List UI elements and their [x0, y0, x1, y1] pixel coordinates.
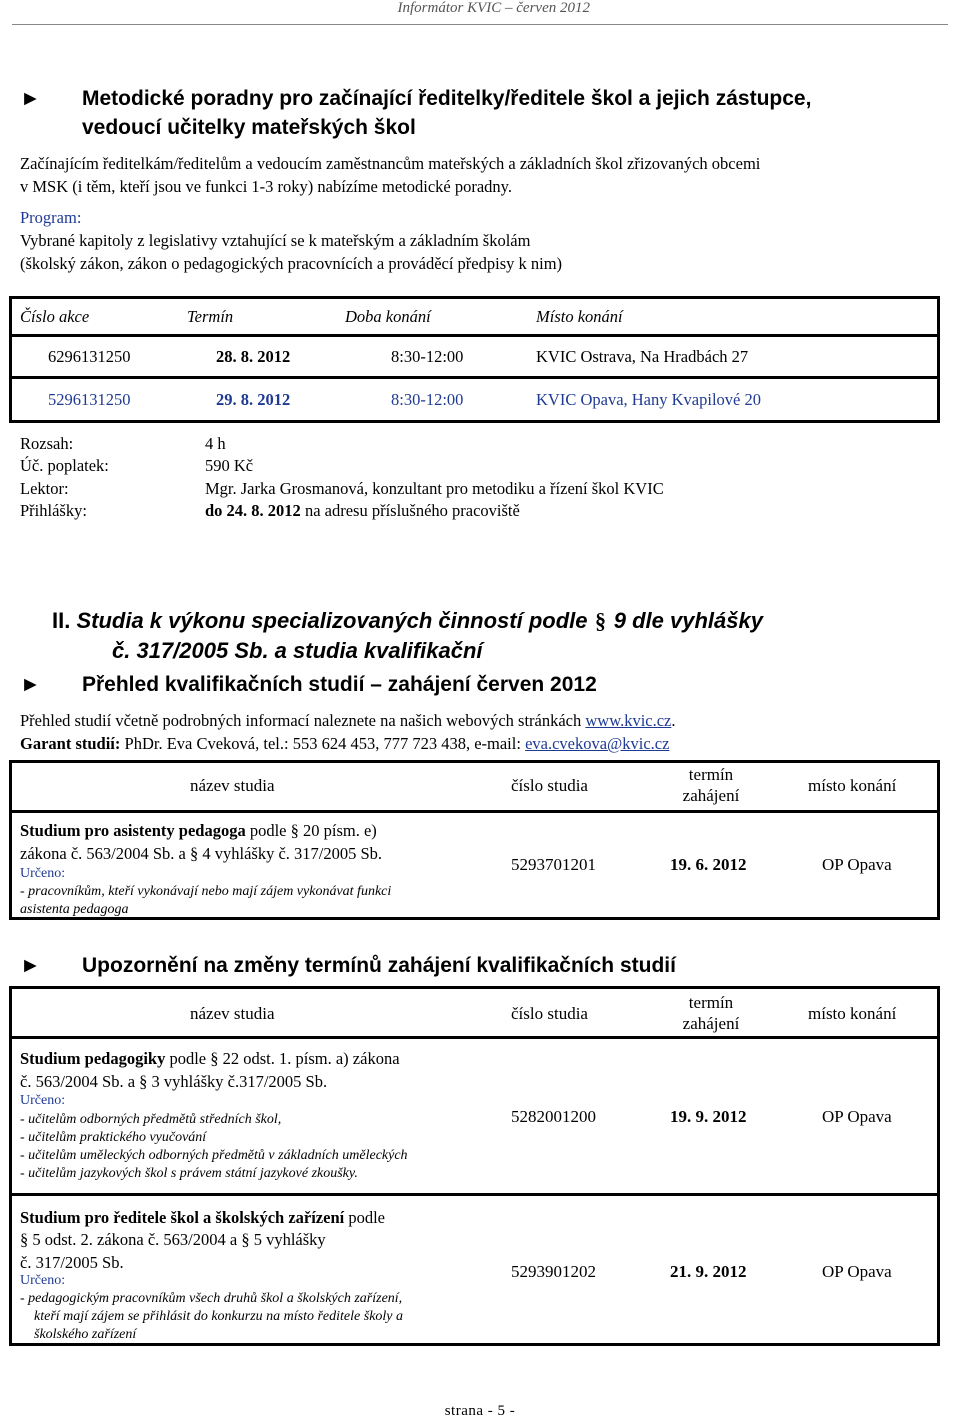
table-rule [9, 376, 940, 379]
t2-study-name: Studium pro asistenty pedagoga [20, 821, 246, 840]
section2-sub-heading [20, 670, 41, 699]
t3-r1-misto: OP Opava [822, 1107, 892, 1126]
t3-header-nazev: název studia [190, 1004, 275, 1023]
col-header-doba: Doba konání [345, 307, 431, 326]
info-value-prihlasky [205, 500, 520, 521]
t2-header-termin: termín zahájení [682, 765, 740, 805]
program-label: Program: [20, 208, 82, 227]
t2-line2b: 4 vyhlášky č. 317/2005 Sb. [202, 844, 383, 863]
t3-r1-name-rest2: 22 odst. 1. písm. a) zákona [222, 1049, 400, 1068]
row2-termin: 29. 8. 2012 [216, 390, 291, 409]
section2-sub-title: Přehled kvalifikačních studií – zahájení červen 2012 [82, 673, 597, 696]
section2-title-c: č. 317/2005 Sb. [112, 638, 269, 663]
paragraph-icon: § [241, 1230, 250, 1249]
section2-title-d: a studia kvalifikační [268, 638, 483, 663]
t3-r2-cislo: 5293901202 [511, 1262, 596, 1281]
row1-misto: KVIC Ostrava, Na Hradbách 27 [536, 347, 749, 366]
t3-r2-termin: 21. 9. 2012 [670, 1262, 747, 1281]
section1-intro-line1: Začínajícím ředitelkám/ředitelům a vedoucím zaměstnancům mateřských a základních škol zřizovaných obcemi [20, 154, 761, 173]
section2-title-line2 [112, 636, 483, 665]
t2-row-name-line2 [20, 843, 382, 864]
t3-r2-misto: OP Opava [822, 1262, 892, 1281]
section3-title: Upozornění na změny termínů zahájení kvalifikačních studií [82, 954, 676, 977]
section2-arrow: ► [20, 673, 41, 696]
t3-r2-item3: školského zařízení [34, 1327, 137, 1342]
row2-misto: KVIC Opava, Hany Kvapilové 20 [536, 390, 761, 409]
t3-r1-line2: č. 563/2004 Sb. a [20, 1072, 140, 1091]
t2-urceno-line1: - pracovníkům, kteří vykonávají nebo mají zájem vykonávat funkci [20, 884, 392, 899]
t2-urceno-line2: asistenta pedagoga [20, 902, 129, 917]
info-label-rozsah: Rozsah: [20, 434, 74, 453]
t2-row-name-line1 [20, 820, 377, 841]
row1-termin: 28. 8. 2012 [216, 347, 291, 366]
t2-line2: zákona č. 563/2004 Sb. a [20, 844, 191, 863]
page-number: strana - 5 - [444, 1403, 516, 1419]
row1-cislo: 6296131250 [48, 347, 131, 366]
row2-cislo: 5296131250 [48, 390, 131, 409]
t3-r1-item4: - učitelům jazykových škol s právem státní jazykové zkoušky. [20, 1166, 358, 1181]
info-label-lektor: Lektor: [20, 479, 69, 498]
prihlasky-rest: na adresu příslušného pracoviště [300, 501, 520, 520]
garant-label: Garant studií: [20, 734, 121, 753]
info-value-lektor: Mgr. Jarka Grosmanová, konzultant pro metodiku a řízení škol KVIC [205, 479, 664, 498]
col-header-misto: Místo konání [536, 307, 623, 326]
program-line2: (školský zákon, zákon o pedagogických pracovnících a prováděcí předpisy k nim) [20, 254, 563, 273]
t3-header-cislo: číslo studia [511, 1004, 588, 1023]
section3-arrow: ► [20, 954, 41, 977]
events-table-frame [9, 296, 940, 423]
t3-r1-name-line2 [20, 1071, 327, 1092]
section3-heading [20, 951, 41, 980]
table-rule [9, 1193, 940, 1196]
note-end: . [671, 711, 676, 730]
t2-row-termin: 19. 6. 2012 [670, 855, 747, 874]
section2-note-line2 [20, 733, 669, 754]
t2-name-rest2: 20 písm. e) [303, 821, 377, 840]
col-header-cislo: Číslo akce [20, 307, 90, 326]
section2-numeral: II. [52, 608, 71, 633]
table-rule [9, 334, 940, 337]
t3-r1-urceno: Určeno: [20, 1093, 66, 1108]
header-title: Informátor KVIC – červen 2012 [397, 0, 590, 16]
t3-r2-item1: - pedagogickým pracovníkům všech druhů škol a školských zařízení, [20, 1291, 403, 1306]
program-line1: Vybrané kapitoly z legislativy vztahující se k mateřským a základním školám [20, 231, 531, 250]
t3-r1-item3: - učitelům uměleckých odborných předmětů v základních uměleckých [20, 1148, 408, 1163]
section2-title-line1 [52, 606, 763, 635]
svg-text:§: § [594, 610, 606, 632]
row2-doba: 8:30-12:00 [391, 390, 464, 409]
section1-heading [20, 84, 41, 113]
table-rule [9, 1036, 940, 1039]
t3-header-termin: termín zahájení [682, 993, 740, 1033]
t3-r1-cislo: 5282001200 [511, 1107, 596, 1126]
t3-r1-line2b: 3 vyhlášky č.317/2005 Sb. [151, 1072, 328, 1091]
t3-r2-study-name: Studium pro ředitele škol a školských zařízení [20, 1208, 345, 1227]
t3-r1-item2: - učitelům praktického vyučování [20, 1130, 207, 1145]
paragraph-icon: § [190, 844, 199, 863]
t3-r2-line2b: 5 odst. 2. zákona č. 563/2004 a [32, 1230, 242, 1249]
t2-name-rest: podle [245, 821, 291, 840]
col-header-termin: Termín [187, 307, 234, 326]
t3-r2-name-rest: podle [344, 1208, 386, 1227]
t3-r2-urceno: Určeno: [20, 1273, 66, 1288]
t3-r1-name-line1 [20, 1048, 400, 1069]
prihlasky-date: do 24. 8. 2012 [205, 501, 301, 520]
garant-text: PhDr. Eva Cveková, tel.: 553 624 453, 777 723 438, e-mail: [120, 734, 526, 753]
row1-doba: 8:30-12:00 [391, 347, 464, 366]
header-rule [12, 24, 948, 25]
garant-email-link[interactable]: eva.cvekova@kvic.cz [525, 734, 670, 753]
section1-title-line2: vedoucí učitelky mateřských škol [82, 116, 416, 139]
info-label-poplatek: Úč. poplatek: [20, 456, 109, 475]
paragraph-icon: § [139, 1072, 148, 1091]
paragraph-icon [594, 610, 608, 632]
table-rule [9, 810, 940, 813]
section2-title-a: Studia k výkonu specializovaných činností podle [76, 608, 588, 633]
section2-note-line1 [20, 710, 676, 731]
paragraph-icon: § [210, 1049, 219, 1068]
t3-r1-study-name: Studium pedagogiky [20, 1049, 166, 1068]
t2-header-nazev: název studia [190, 776, 275, 795]
t3-r1-termin: 19. 9. 2012 [670, 1107, 747, 1126]
t3-r2-item2: kteří mají zájem se přihlásit do konkurzu na místo ředitele školy a [34, 1309, 404, 1324]
t3-r2-name-line2 [20, 1229, 326, 1250]
t2-row-cislo: 5293701201 [511, 855, 596, 874]
t3-r2-name-line1 [20, 1207, 385, 1228]
t2-header-misto: místo konání [808, 776, 897, 795]
t3-r1-item1: - učitelům odborných předmětů středních škol, [20, 1112, 282, 1127]
info-value-poplatek: 590 Kč [205, 456, 254, 475]
t2-row-misto: OP Opava [822, 855, 892, 874]
paragraph-icon: § [290, 821, 299, 840]
t3-header-misto: místo konání [808, 1004, 897, 1023]
paragraph-icon: § [20, 1230, 29, 1249]
section1-intro-line2: v MSK (i těm, kteří jsou ve funkci 1-3 roky) nabízíme metodické poradny. [20, 177, 512, 196]
section2-title-b: 9 dle vyhlášky [613, 608, 763, 633]
info-label-prihlasky: Přihlášky: [20, 501, 87, 520]
running-header [0, 0, 960, 17]
section1-title-line1: Metodické poradny pro začínající ředitelky/ředitele škol a jejich zástupce, [82, 87, 812, 110]
t3-r2-line2c: 5 vyhlášky [253, 1230, 326, 1249]
t3-r1-name-rest: podle [165, 1049, 211, 1068]
t3-r2-name-line3: č. 317/2005 Sb. [20, 1253, 124, 1272]
note-text: Přehled studií včetně podrobných informací naleznete na našich webových stránkách [20, 711, 586, 730]
t2-urceno-label: Určeno: [20, 866, 66, 881]
section1-arrow: ► [20, 87, 41, 110]
info-value-rozsah: 4 h [205, 434, 226, 453]
t2-header-cislo: číslo studia [511, 776, 588, 795]
kvic-link[interactable]: www.kvic.cz [585, 711, 672, 730]
